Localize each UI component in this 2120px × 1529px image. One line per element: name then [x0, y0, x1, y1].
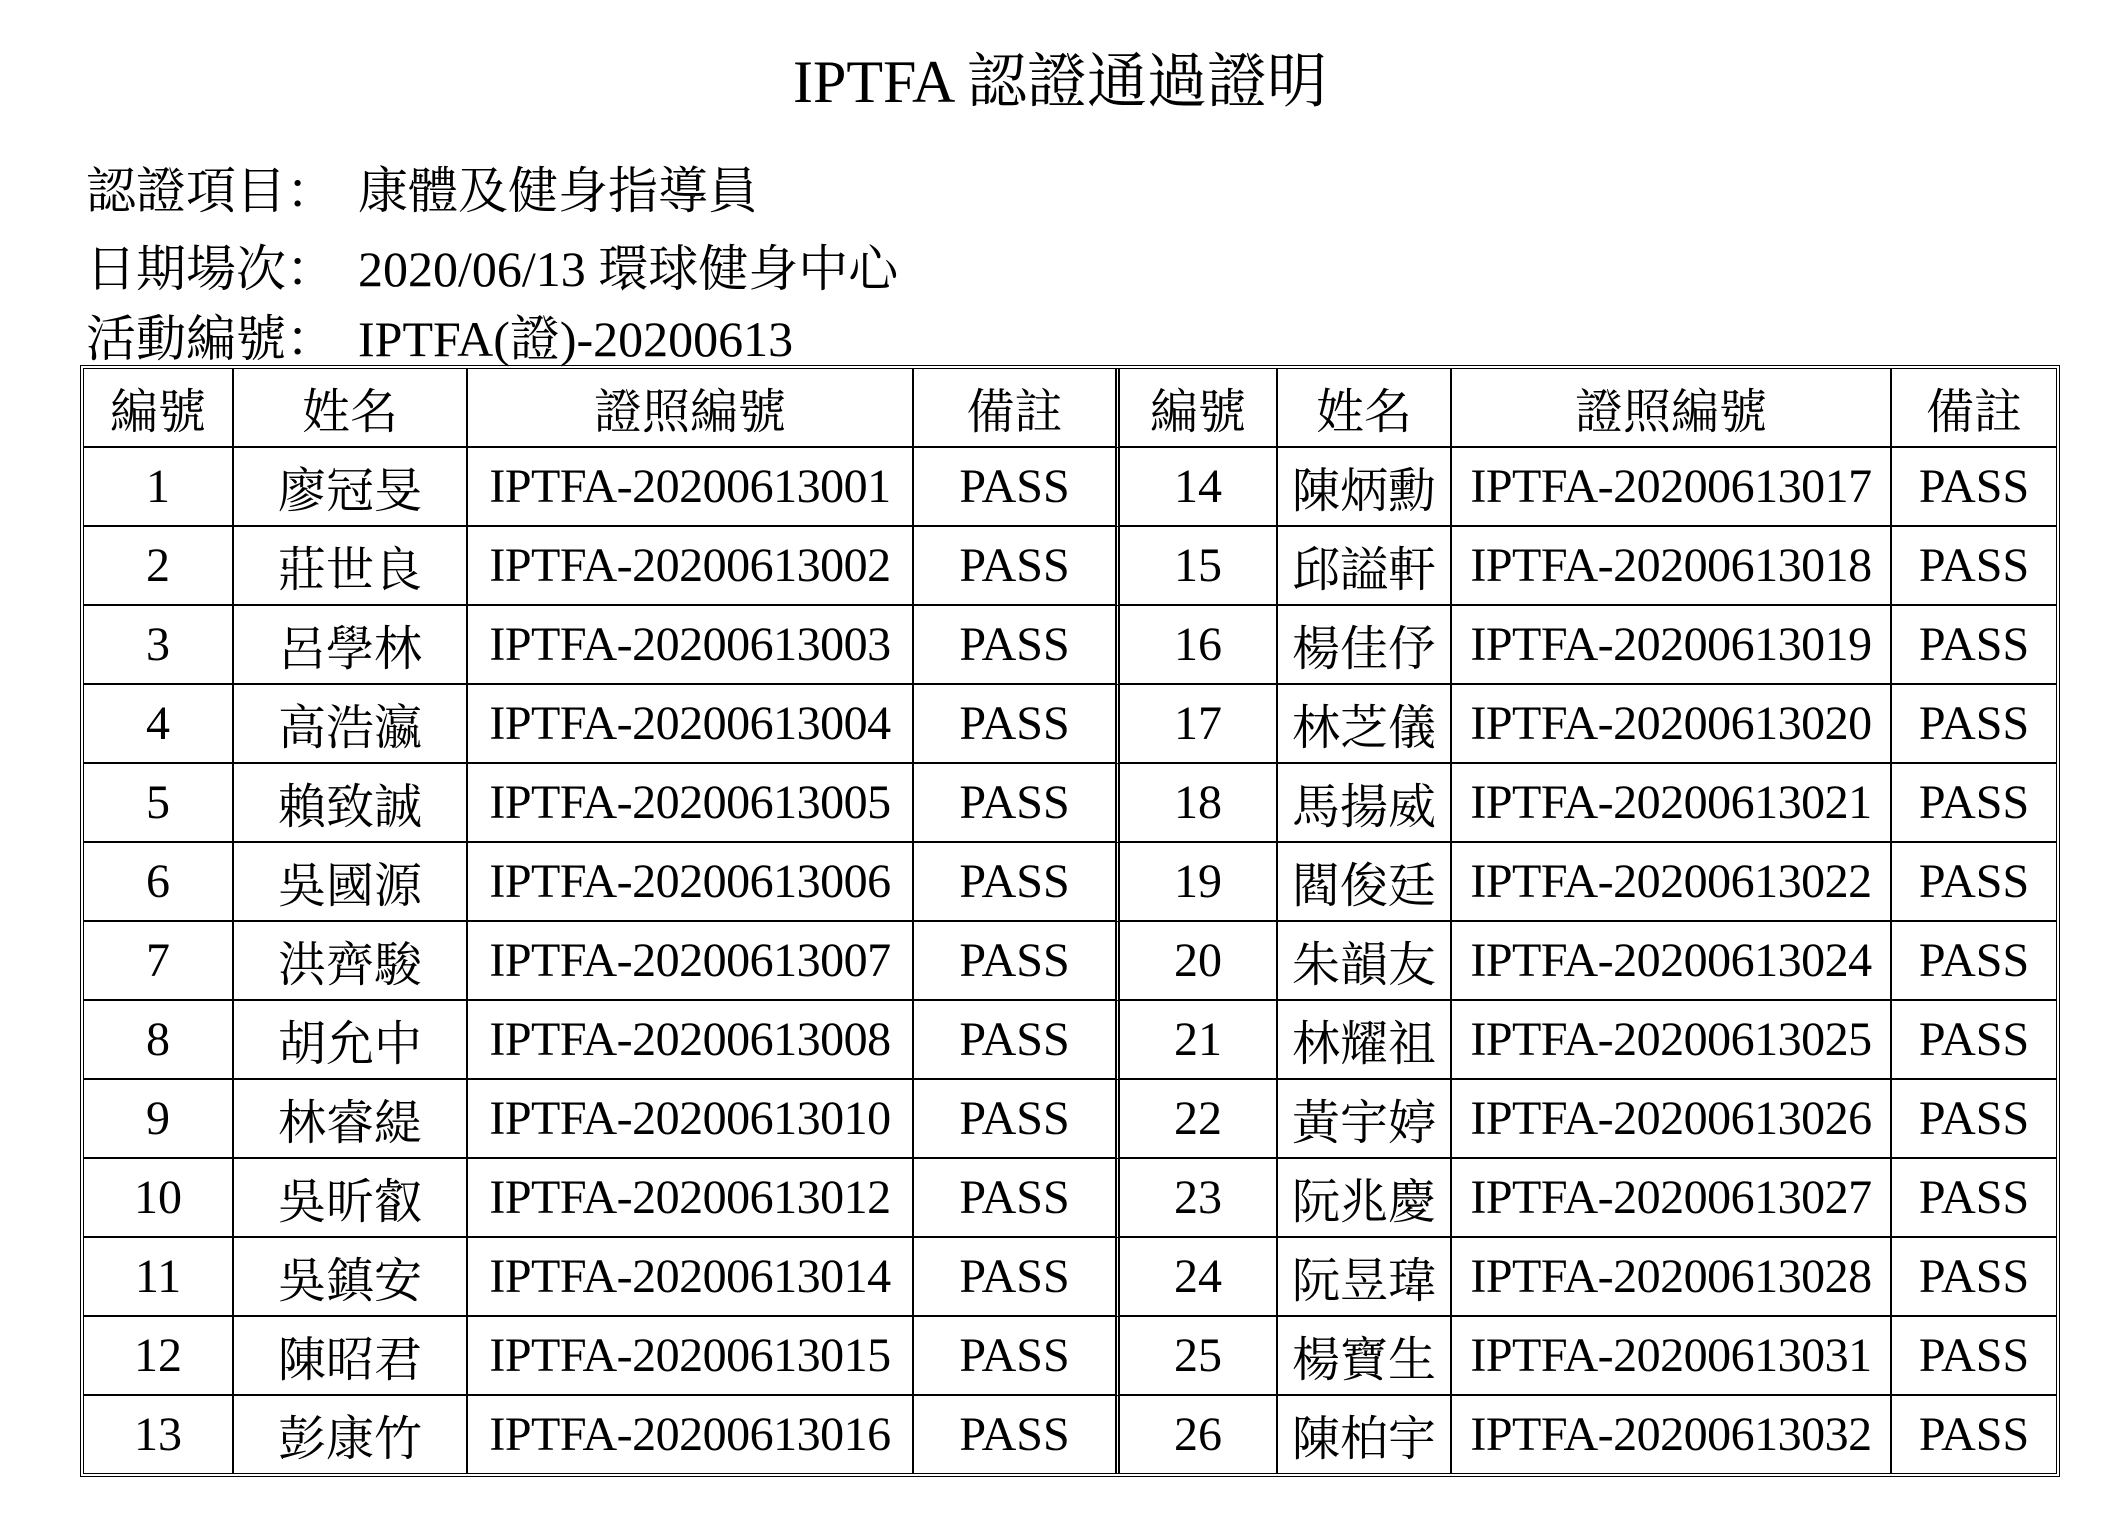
cell-name: 黃宇婷 — [1278, 1080, 1452, 1159]
cell-name: 賴致誠 — [234, 764, 468, 843]
cell-name: 邱謚軒 — [1278, 527, 1452, 606]
header-license-number: 證照編號 — [468, 369, 914, 448]
cell-remark: PASS — [1892, 1159, 2056, 1238]
table-row — [84, 448, 2056, 527]
cell-name: 高浩瀛 — [234, 685, 468, 764]
cell-name: 阮兆慶 — [1278, 1159, 1452, 1238]
cell-number: 13 — [84, 1396, 234, 1473]
cell-license-number: IPTFA-20200613025 — [1452, 1001, 1892, 1080]
cell-remark: PASS — [914, 1159, 1120, 1238]
cell-license-number: IPTFA-20200613027 — [1452, 1159, 1892, 1238]
cell-number: 15 — [1120, 527, 1278, 606]
cell-name: 洪齊駿 — [234, 922, 468, 1001]
cell-license-number: IPTFA-20200613005 — [468, 764, 914, 843]
certification-table — [80, 365, 2060, 1477]
cell-name: 廖冠旻 — [234, 448, 468, 527]
header-number: 編號 — [84, 369, 234, 448]
cell-remark: PASS — [1892, 527, 2056, 606]
table-row — [84, 1238, 2056, 1317]
document-title: IPTFA 認證通過證明 — [793, 49, 1327, 115]
header-number: 編號 — [1120, 369, 1278, 448]
cell-name: 莊世良 — [234, 527, 468, 606]
table-row — [84, 685, 2056, 764]
cell-remark: PASS — [1892, 685, 2056, 764]
cell-name: 胡允中 — [234, 1001, 468, 1080]
cell-remark: PASS — [914, 527, 1120, 606]
cell-number: 1 — [84, 448, 234, 527]
cell-name: 朱韻友 — [1278, 922, 1452, 1001]
cell-name: 彭康竹 — [234, 1396, 468, 1473]
cell-license-number: IPTFA-20200613006 — [468, 843, 914, 922]
cell-number: 12 — [84, 1317, 234, 1396]
table-row — [84, 1159, 2056, 1238]
cell-license-number: IPTFA-20200613028 — [1452, 1238, 1892, 1317]
cell-name: 楊寶生 — [1278, 1317, 1452, 1396]
table-header-row — [84, 369, 2056, 448]
cell-name: 閻俊廷 — [1278, 843, 1452, 922]
cell-license-number: IPTFA-20200613024 — [1452, 922, 1892, 1001]
cell-remark: PASS — [914, 1238, 1120, 1317]
cell-name: 吳國源 — [234, 843, 468, 922]
cell-name: 陳昭君 — [234, 1317, 468, 1396]
cell-remark: PASS — [914, 764, 1120, 843]
cell-number: 5 — [84, 764, 234, 843]
cell-name: 陳柏宇 — [1278, 1396, 1452, 1473]
cell-number: 2 — [84, 527, 234, 606]
cell-name: 呂學林 — [234, 606, 468, 685]
cell-number: 22 — [1120, 1080, 1278, 1159]
cell-name: 林耀祖 — [1278, 1001, 1452, 1080]
cell-name: 阮昱瑋 — [1278, 1238, 1452, 1317]
cell-license-number: IPTFA-20200613003 — [468, 606, 914, 685]
cell-name: 楊佳伃 — [1278, 606, 1452, 685]
cell-license-number: IPTFA-20200613015 — [468, 1317, 914, 1396]
cell-remark: PASS — [914, 922, 1120, 1001]
cell-license-number: IPTFA-20200613014 — [468, 1238, 914, 1317]
cell-license-number: IPTFA-20200613012 — [468, 1159, 914, 1238]
cell-remark: PASS — [914, 1001, 1120, 1080]
cell-remark: PASS — [1892, 1317, 2056, 1396]
cell-license-number: IPTFA-20200613007 — [468, 922, 914, 1001]
cell-remark: PASS — [914, 1396, 1120, 1473]
cell-number: 23 — [1120, 1159, 1278, 1238]
table-row — [84, 1080, 2056, 1159]
cell-number: 7 — [84, 922, 234, 1001]
cell-number: 4 — [84, 685, 234, 764]
date-label: 日期場次： — [86, 241, 336, 297]
cell-remark: PASS — [914, 1080, 1120, 1159]
info-row-item — [86, 158, 758, 224]
cell-name: 吳鎮安 — [234, 1238, 468, 1317]
cell-remark: PASS — [914, 685, 1120, 764]
cell-number: 18 — [1120, 764, 1278, 843]
cell-number: 3 — [84, 606, 234, 685]
table-row — [84, 843, 2056, 922]
cell-license-number: IPTFA-20200613021 — [1452, 764, 1892, 843]
cell-name: 林睿緹 — [234, 1080, 468, 1159]
cell-number: 6 — [84, 843, 234, 922]
cell-license-number: IPTFA-20200613031 — [1452, 1317, 1892, 1396]
cell-license-number: IPTFA-20200613018 — [1452, 527, 1892, 606]
cell-remark: PASS — [1892, 448, 2056, 527]
info-row-date — [86, 236, 898, 302]
cell-license-number: IPTFA-20200613001 — [468, 448, 914, 527]
table-row — [84, 1396, 2056, 1473]
header-name: 姓名 — [1278, 369, 1452, 448]
cell-remark: PASS — [914, 606, 1120, 685]
cell-remark: PASS — [1892, 922, 2056, 1001]
cell-license-number: IPTFA-20200613016 — [468, 1396, 914, 1473]
cell-name: 吳昕叡 — [234, 1159, 468, 1238]
table-row — [84, 606, 2056, 685]
event-value: IPTFA(證)-20200613 — [358, 311, 794, 367]
cell-license-number: IPTFA-20200613002 — [468, 527, 914, 606]
date-value: 2020/06/13 環球健身中心 — [358, 241, 899, 297]
table-row — [84, 1317, 2056, 1396]
cell-license-number: IPTFA-20200613019 — [1452, 606, 1892, 685]
header-license-number: 證照編號 — [1452, 369, 1892, 448]
cell-number: 21 — [1120, 1001, 1278, 1080]
table-row — [84, 922, 2056, 1001]
cell-license-number: IPTFA-20200613004 — [468, 685, 914, 764]
cell-remark: PASS — [1892, 764, 2056, 843]
cell-number: 20 — [1120, 922, 1278, 1001]
cell-number: 17 — [1120, 685, 1278, 764]
event-label: 活動編號： — [86, 311, 336, 367]
cell-name: 馬揚威 — [1278, 764, 1452, 843]
cell-remark: PASS — [1892, 1080, 2056, 1159]
header-remark: 備註 — [914, 369, 1120, 448]
cell-license-number: IPTFA-20200613032 — [1452, 1396, 1892, 1473]
cell-number: 11 — [84, 1238, 234, 1317]
item-label: 認證項目： — [86, 163, 336, 219]
cell-remark: PASS — [1892, 843, 2056, 922]
cell-number: 14 — [1120, 448, 1278, 527]
cell-license-number: IPTFA-20200613022 — [1452, 843, 1892, 922]
cell-license-number: IPTFA-20200613020 — [1452, 685, 1892, 764]
cell-license-number: IPTFA-20200613008 — [468, 1001, 914, 1080]
header-remark: 備註 — [1892, 369, 2056, 448]
cell-name: 陳炳勳 — [1278, 448, 1452, 527]
cell-number: 16 — [1120, 606, 1278, 685]
cell-remark: PASS — [914, 843, 1120, 922]
cell-name: 林芝儀 — [1278, 685, 1452, 764]
cell-number: 9 — [84, 1080, 234, 1159]
cell-remark: PASS — [1892, 1001, 2056, 1080]
table-row — [84, 527, 2056, 606]
cell-number: 25 — [1120, 1317, 1278, 1396]
cell-license-number: IPTFA-20200613017 — [1452, 448, 1892, 527]
table-row — [84, 1001, 2056, 1080]
item-value: 康體及健身指導員 — [358, 163, 758, 219]
info-row-event — [86, 306, 793, 372]
cell-number: 19 — [1120, 843, 1278, 922]
cell-remark: PASS — [1892, 606, 2056, 685]
table-row — [84, 764, 2056, 843]
header-name: 姓名 — [234, 369, 468, 448]
cell-remark: PASS — [1918, 1408, 2030, 1461]
cell-number: 24 — [1120, 1238, 1278, 1317]
cell-number: 10 — [84, 1159, 234, 1238]
cell-remark: PASS — [1892, 1238, 2056, 1317]
cell-license-number: IPTFA-20200613026 — [1452, 1080, 1892, 1159]
cell-number: 8 — [84, 1001, 234, 1080]
cell-remark: PASS — [914, 448, 1120, 527]
cell-number: 26 — [1120, 1396, 1278, 1473]
cell-remark: PASS — [914, 1317, 1120, 1396]
cell-license-number: IPTFA-20200613010 — [468, 1080, 914, 1159]
